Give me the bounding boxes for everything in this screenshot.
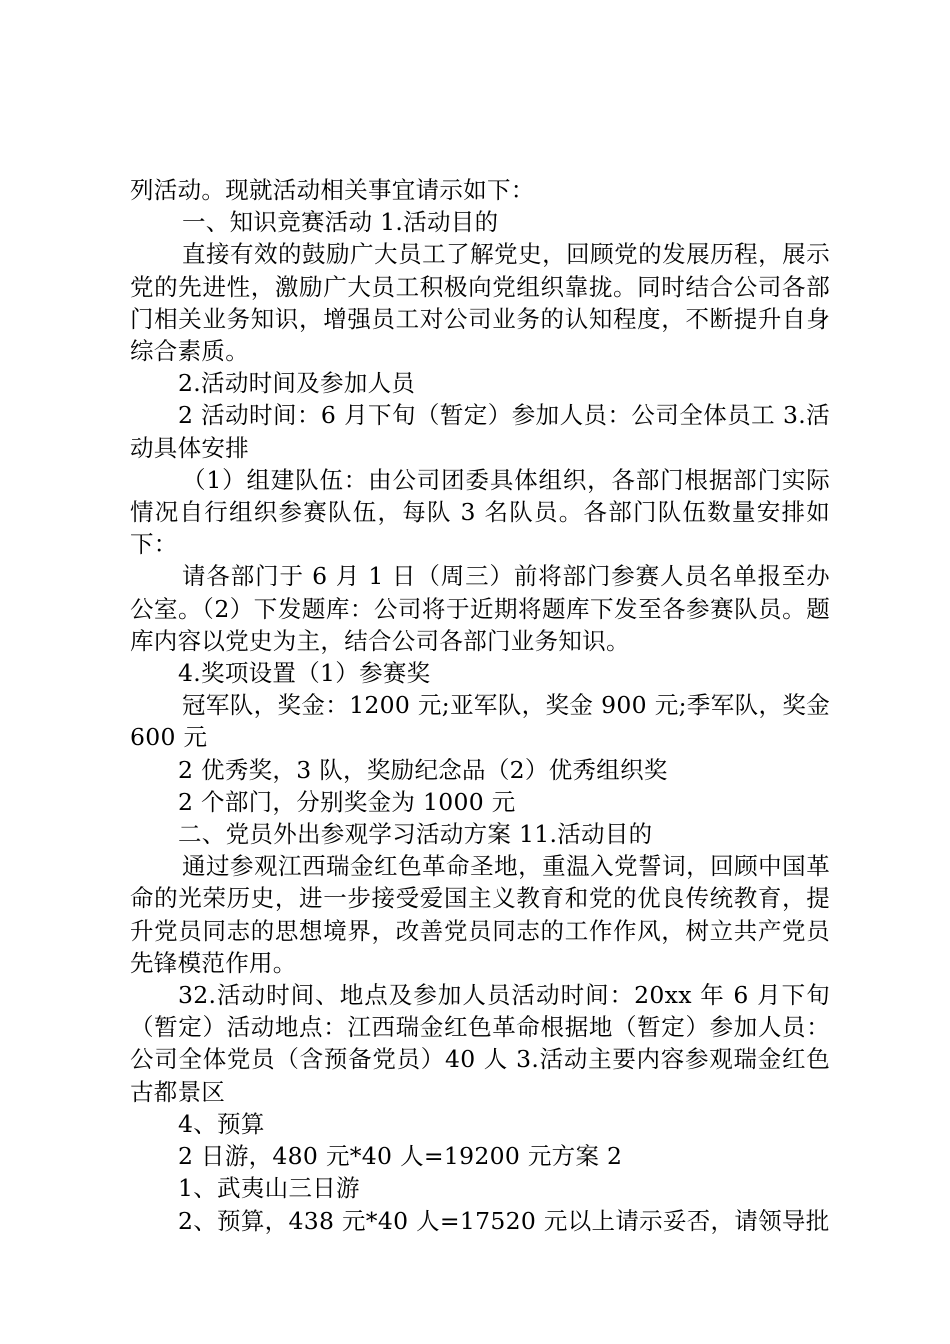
paragraph-organization-award: 2 个部门，分别奖金为 1000 元 [178,787,516,816]
paragraph-intro-continuation: 列活动。现就活动相关事宜请示如下： [130,176,535,204]
paragraph-contest-purpose: 直接有效的鼓励广大员工了解党史，回顾党的发展历程，展示党的先进性，激励广大员工积极向党组织靠拢。同时结合公司各部门相关业务知识，增强员工对公司业务的认知程度，不断提升自身综合素质。 [130,240,830,366]
subheading-awards: 4.奖项设置（1）参赛奖 [178,659,431,688]
paragraph-time-participants: 2 活动时间：6 月下旬（暂定）参加人员：公司全体员工 3.活动具体安排 [130,401,830,462]
section-heading-study-visit: 二、党员外出参观学习活动方案 11.活动目的 [178,820,653,849]
section-heading-knowledge-contest: 一、知识竞赛活动 1.活动目的 [182,208,499,237]
paragraph-visit-details: 32.活动时间、地点及参加人员活动时间：20xx 年 6 月下旬（暂定）活动地点：江西瑞金红色革命根据地（暂定）参加人员：公司全体党员（含预备党员）40 人 3.活动主要内容参观瑞金红色古都景区 [130,981,830,1106]
paragraph-budget-plan-1: 2 日游，480 元*40 人=19200 元方案 2 [178,1142,623,1171]
paragraph-budget-plan-2: 2、预算，438 元*40 人=17520 元以上请示妥否，请领导批 [178,1206,830,1235]
subheading-time-participants: 2.活动时间及参加人员 [178,369,416,398]
paragraph-team-formation: （1）组建队伍：由公司团委具体组织，各部门根据部门实际情况自行组织参赛队伍，每队 3 名队员。各部门队伍数量安排如下： [130,465,830,559]
subheading-budget: 4、预算 [178,1109,265,1138]
paragraph-excellence-award: 2 优秀奖，3 队，奖励纪念品（2）优秀组织奖 [178,755,668,784]
paragraph-wuyishan-trip: 1、武夷山三日游 [178,1174,360,1203]
paragraph-prize-amounts: 冠军队，奖金：1200 元;亚军队，奖金 900 元;季军队，奖金 600 元 [130,691,830,752]
document-body [130,174,830,1237]
paragraph-visit-purpose: 通过参观江西瑞金红色革命圣地，重温入党誓词，回顾中国革命的光荣历史，进一步接受爱国主义教育和党的优良传统教育，提升党员同志的思想境界，改善党员同志的工作作风，树立共产党员先锋模范作用。 [130,852,830,977]
paragraph-question-bank: 请各部门于 6 月 1 日（周三）前将部门参赛人员名单报至办公室。（2）下发题库：公司将于近期将题库下发至各参赛队员。题库内容以党史为主，结合公司各部门业务知识。 [130,562,830,655]
